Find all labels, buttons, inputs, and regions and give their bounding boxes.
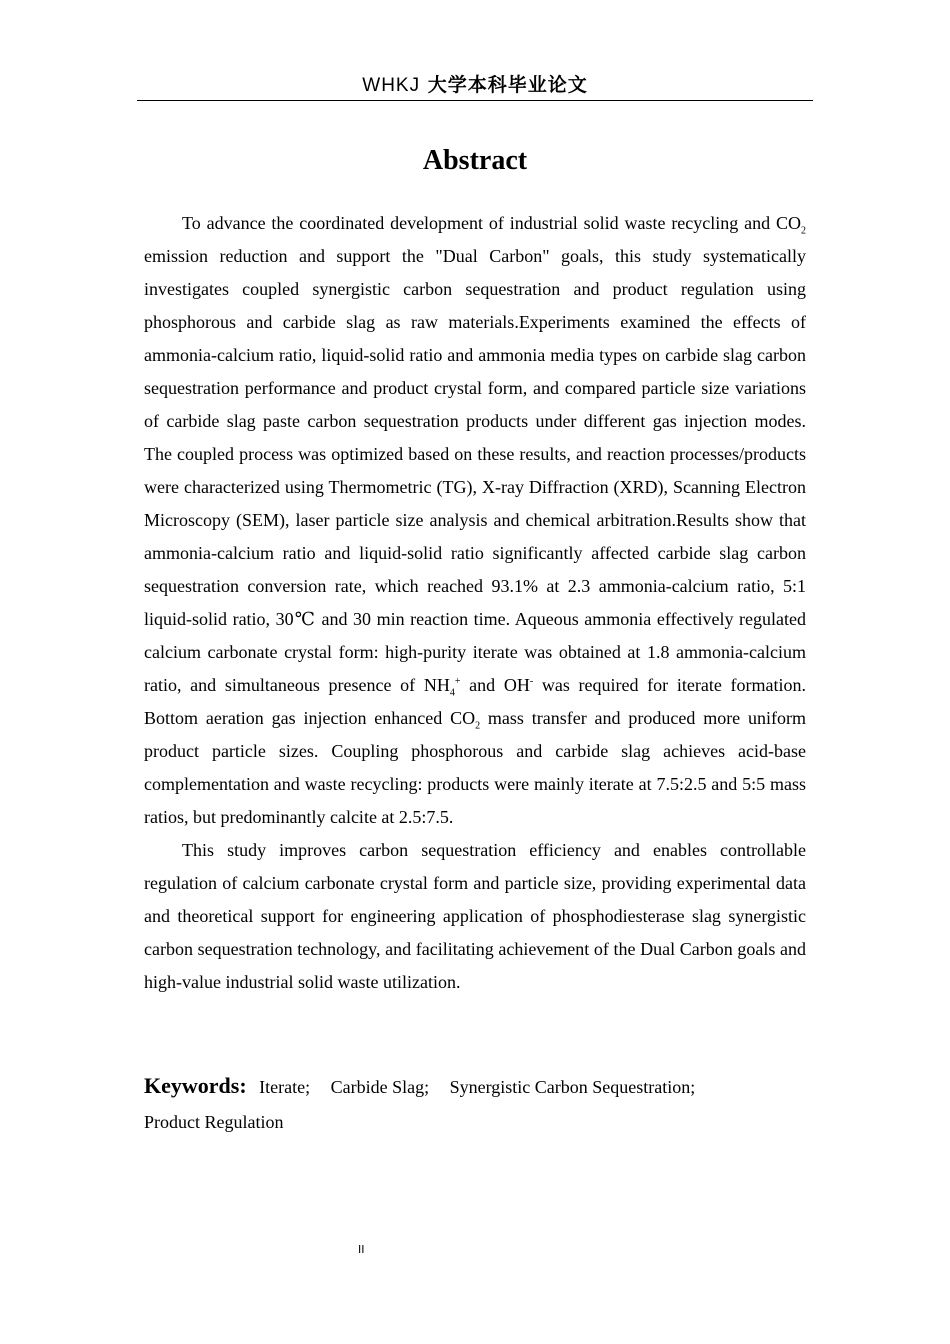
abstract-body — [144, 207, 806, 999]
abstract-paragraph-2: This study improves carbon sequestration efficiency and enables controllable regulation of calcium carbonate crystal form and particle size, providing experimental data and theoretical support for engineering application of phosphodiesterase slag synergistic carbon sequestration technology, and facilitating achievement of the Dual Carbon goals and high-value industrial solid waste utilization. — [144, 840, 806, 992]
abstract-text: was required for iterate formation. Bottom aeration gas injection enhanced CO — [144, 675, 806, 728]
keyword-item: Product Regulation — [144, 1112, 284, 1132]
keyword-item: Carbide Slag; — [330, 1077, 430, 1097]
page-number: II — [358, 1243, 365, 1256]
keyword-item: Iterate; — [259, 1077, 311, 1097]
page-title: Abstract — [422, 145, 528, 176]
keyword-item: Synergistic Carbon Sequestration; — [449, 1077, 696, 1097]
subscript: 4 — [449, 687, 455, 699]
superscript: - — [529, 676, 534, 687]
header-latin: WHKJ — [362, 75, 421, 96]
keywords-section — [144, 1068, 806, 1140]
subscript: 2 — [801, 225, 806, 237]
subscript: 2 — [475, 720, 481, 732]
abstract-text: To advance the coordinated development of industrial solid waste recycling and CO — [182, 213, 801, 233]
abstract-text: emission reduction and support the "Dual Carbon" goals, this study systematically investigates coupled synergistic carbon sequestration and product regulation using phosphorous and carbide slag as raw materials.Experiments examined the effects of ammonia-calcium ratio, liquid-solid ratio and ammonia media types on carbide slag carbon sequestration performance and product crystal form, and compared particle size variations of carbide slag paste carbon sequestration products under different gas injection modes. The coupled process was optimized based on these results, and reaction processes/products were characterized using Thermometric (TG), X-ray Diffraction (XRD), Scanning Electron Microscopy (SEM), laser particle size analysis and chemical arbitration.Results show that ammonia-calcium ratio and liquid-solid ratio significantly affected carbide slag carbon sequestration conversion rate, which reached 93.1% at 2.3 ammonia-calcium ratio, 5:1 liquid-solid ratio, 30℃ and 30 min reaction time. Aqueous ammonia effectively regulated calcium carbonate crystal form: high-purity iterate was obtained at 1.8 ammonia-calcium ratio, and simultaneous presence of NH — [144, 246, 806, 695]
keywords-label: Keywords: — [144, 1073, 247, 1098]
header-title — [362, 74, 587, 96]
superscript: + — [454, 676, 461, 687]
abstract-text: mass transfer and produced more uniform product particle sizes. Coupling phosphorous and carbide slag achieves acid-base complementation and waste recycling: products were mainly iterate at 7.5:2.5 and 5:5 mass ratios, but predominantly calcite at 2.5:7.5. — [144, 708, 806, 827]
running-header — [137, 70, 813, 101]
abstract-text: and OH — [460, 675, 530, 695]
abstract-paragraph-1 — [144, 207, 806, 834]
header-cjk: 大学本科毕业论文 — [427, 74, 588, 96]
